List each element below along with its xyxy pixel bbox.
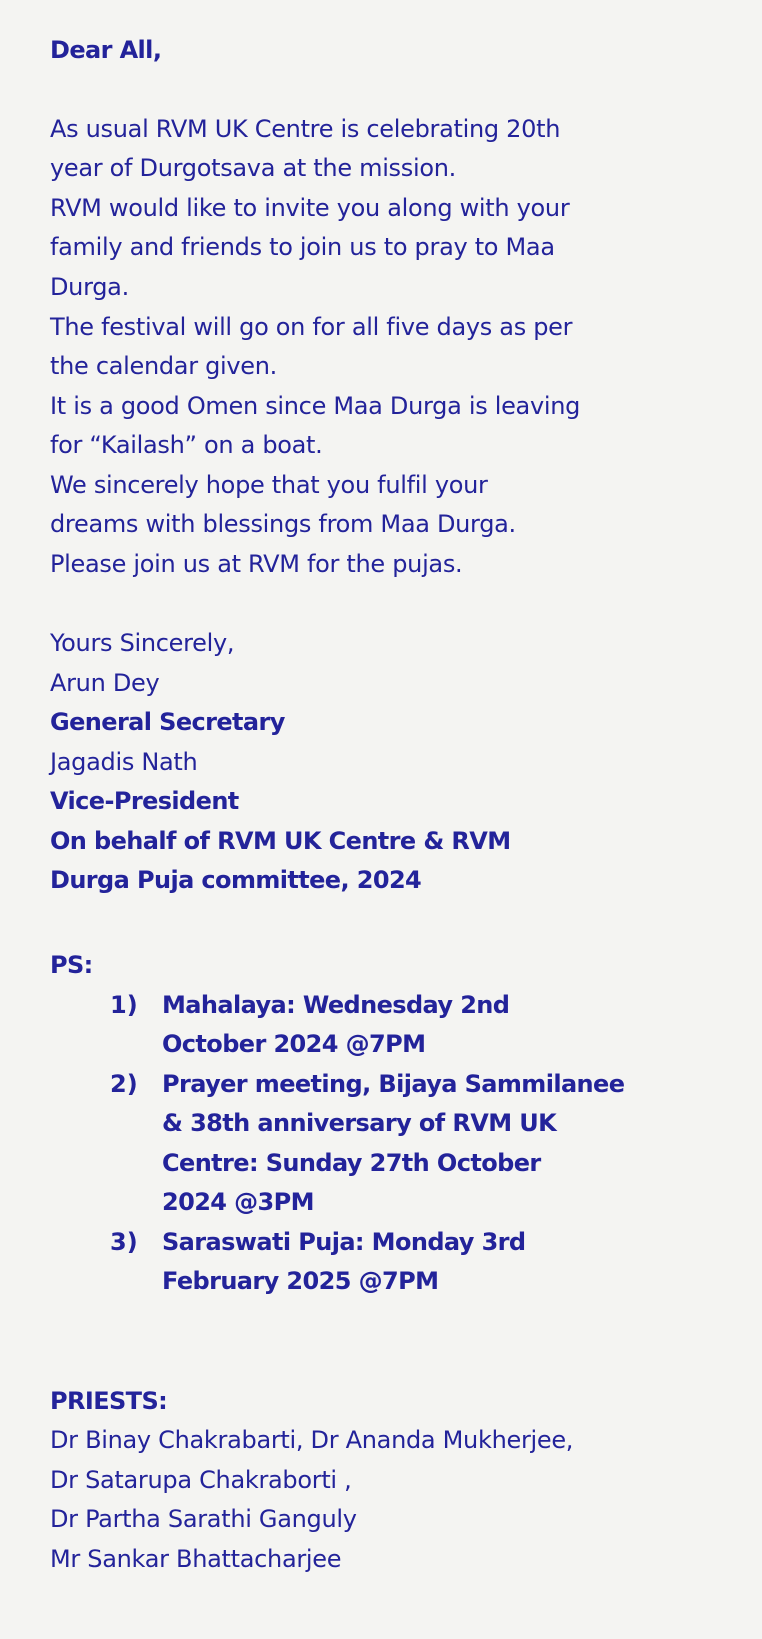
body-line: RVM would like to invite you along with your — [50, 194, 570, 222]
ps-item-line: October 2024 @7PM — [162, 1030, 426, 1058]
ps-item-number: 2) — [110, 1070, 138, 1098]
priest-line: Mr Sankar Bhattacharjee — [50, 1545, 342, 1573]
ps-label: PS: — [50, 951, 93, 979]
body-line: family and friends to join us to pray to Maa — [50, 233, 555, 261]
body-line: dreams with blessings from Maa Durga. — [50, 510, 516, 538]
body-line: As usual RVM UK Centre is celebrating 20th — [50, 115, 561, 143]
behalf-line: On behalf of RVM UK Centre & RVM — [50, 827, 511, 855]
priest-line: Dr Partha Sarathi Ganguly — [50, 1505, 357, 1533]
ps-item-number: 3) — [110, 1228, 138, 1256]
priest-line: Dr Satarupa Chakraborti , — [50, 1466, 352, 1494]
body-line: It is a good Omen since Maa Durga is leaving — [50, 392, 581, 420]
priests-label: PRIESTS: — [50, 1387, 168, 1415]
greeting: Dear All, — [50, 36, 162, 64]
body-line: for “Kailash” on a boat. — [50, 431, 323, 459]
closing: Yours Sincerely, — [50, 629, 235, 657]
ps-item-line: Prayer meeting, Bijaya Sammilanee — [162, 1070, 625, 1098]
behalf-line: Durga Puja committee, 2024 — [50, 866, 422, 894]
signatory-title: Vice-President — [50, 787, 239, 815]
ps-item-line: & 38th anniversary of RVM UK — [162, 1109, 557, 1137]
signatory-title: General Secretary — [50, 708, 285, 736]
ps-item-line: Mahalaya: Wednesday 2nd — [162, 991, 510, 1019]
ps-item-line: Saraswati Puja: Monday 3rd — [162, 1228, 526, 1256]
body-line: Please join us at RVM for the pujas. — [50, 550, 463, 578]
signatory-name: Arun Dey — [50, 669, 160, 697]
ps-item-line: 2024 @3PM — [162, 1188, 314, 1216]
body-line: Durga. — [50, 273, 129, 301]
ps-item-line: February 2025 @7PM — [162, 1267, 439, 1295]
body-line: We sincerely hope that you fulfil your — [50, 471, 488, 499]
signatory-name: Jagadis Nath — [50, 748, 198, 776]
body-line: year of Durgotsava at the mission. — [50, 154, 456, 182]
ps-item-number: 1) — [110, 991, 138, 1019]
body-line: the calendar given. — [50, 352, 278, 380]
priest-line: Dr Binay Chakrabarti, Dr Ananda Mukherjee, — [50, 1426, 574, 1454]
ps-item-line: Centre: Sunday 27th October — [162, 1149, 541, 1177]
body-line: The festival will go on for all five days as per — [50, 313, 573, 341]
